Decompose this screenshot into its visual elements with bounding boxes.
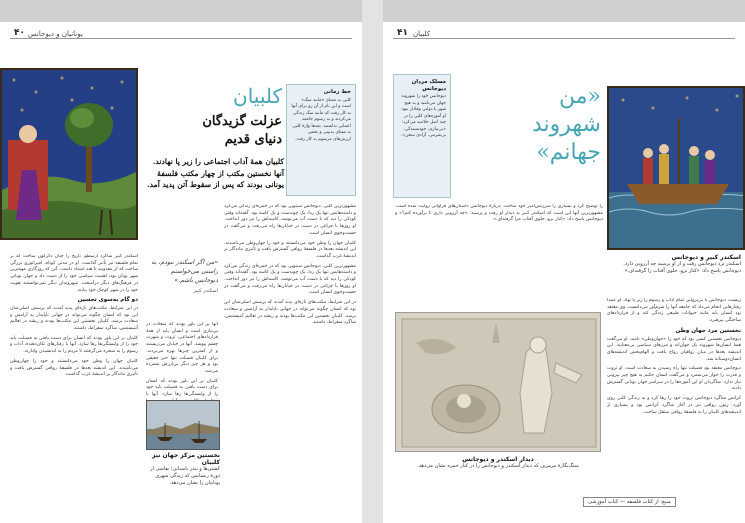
- page-title-line-2: شهروند: [531, 112, 601, 137]
- paragraph: اسکندر کبیر شاگرد ارسطو، تاریخ را چنان دگرگون ساخت که بر تمام فلسفه نیز تأثیر گذاشت. او در مدتی کوتاه، امپراتوری بزرگی ساخت که از مقدونیه تا هند امتداد داشت. آتن که روزگاری مهمترین شهر یونان بود، اهمیت سیاسی خود را از دست داد و جهان یونانی در فرهنگ‌های دیگر درآمیخت. شهروندان دیگر نمی‌توانستند هویت خود را در شهر کوچک خود بیابند.: [10, 254, 138, 293]
- miniature-art: [2, 70, 138, 240]
- sidebar-text: دیوجانس خود را شهروند جهان می‌نامید و به هیچ شهر یا دولتی وفادار نبود. او آموزه‌های کلبی را در چند اصل خلاصه می‌کرد: «بی‌نیازی، خودبسندگی، بی‌شرمی، آزادی سخن».: [400, 94, 446, 138]
- header-rule: [393, 38, 735, 39]
- text-column-left: [10, 254, 138, 508]
- paragraph: مشهورترین کلبی، دیوجانس سینوپی بود که در خمره‌ای زندگی می‌کرد و داشته‌هایش تنها یک ردا، یک چوبدست و یک کاسه بود. گفته‌اند وقتی کودکی را دید که با دست آب می‌نوشد، کاسه‌اش را نیز دور انداخت. او روزها با چراغی در دست در خیابان‌ها راه می‌رفت و می‌گفت در جست‌وجوی انسان است.: [224, 204, 356, 236]
- medieval-miniature: [0, 68, 138, 240]
- relief-caption: [395, 456, 601, 470]
- sidebar-title: مسلک مردان دیوجانس: [411, 79, 446, 92]
- page-number: ۴۰: [14, 28, 25, 38]
- paragraph: دیوجانس نخستین کسی بود که خود را «جهان‌وطن» نامید. او می‌گفت همهٔ انسان‌ها شهروند یک جهان‌اند و مرزهای سیاسی بی‌معنایند. این اندیشه بعدها در میان رواقیان رواج یافت و الهام‌بخش اندیشه‌های انسان‌دوستانه شد.: [607, 336, 741, 362]
- paragraph: کراتس شاگرد دیوجانس ثروت خود را رها کرد و به زندگی کلبی روی آورد. زنون رواقی نیز در آغاز شاگرد کراتس بود و بسیاری از اندیشه‌های کلبیان را به فلسفهٔ رواقی منتقل ساخت.: [607, 396, 741, 415]
- right-page: [383, 22, 745, 523]
- paragraph: کلبیان بر این باور بودند که انسان برای دست یافتن به فضیلت باید خود را از وابستگی‌ها رها سازد. آنها با: [146, 378, 218, 398]
- page-footer: منبع: از کتاب فلسفه — کتاب آموزشی: [583, 497, 676, 507]
- relief-art: [396, 313, 601, 452]
- text-column-right: [607, 298, 741, 494]
- paragraph: در این شرایط، مکتب‌های تازه‌ای پدید آمدند که پرسش اصلی‌شان این بود که انسان چگونه می‌تواند در جهانی ناپایدار به آرامش و سعادت برسد. کلبیان نخستین این مکتب‌ها بودند و ریشه در تعالیم آنتیستنس، شاگرد سقراط، داشتند.: [224, 300, 356, 326]
- intro-text: [395, 204, 603, 294]
- paragraph: دیوجانس معتقد بود فضیلت تنها راه رسیدن به سعادت است. او ثروت و قدرت را خوار می‌شمرد و می‌گفت انسان حکیم به هیچ چیز بیرونی نیاز ندارد. شاگردان او این آموزه‌ها را در سراسر جهان یونانی گسترش دادند.: [607, 366, 741, 392]
- page-title-line-3: جهانم»: [536, 140, 601, 165]
- paragraph: کلبیان جهان را وطن خود می‌دانستند و خود را جهان‌وطن می‌نامیدند. این اندیشه بعدها در فلسفهٔ رواقی گسترش یافت و تأثیری ماندگار بر اندیشهٔ غرب گذاشت.: [10, 358, 138, 378]
- lead-paragraph: کلبیان همهٔ آداب اجتماعی را زیر پا نهادند. آنها نخستین مکتب از چهار مکتب فلسفهٔ یونانی بودند که پس از سقوط آتن پدید آمد.: [147, 157, 284, 189]
- marble-relief: [395, 312, 601, 452]
- sidebar-box: [286, 84, 356, 196]
- text-column-right: [224, 204, 356, 508]
- painting-caption-text: کشتی‌ها و بندر باستانی؛ نقاشی از دورهٔ رنسانس که زندگی شهری یونانیان را نشان می‌دهد.: [150, 466, 220, 486]
- paragraph: در این شرایط، مکتب‌های تازه‌ای پدید آمدند که پرسش اصلی‌شان این بود که انسان چگونه می‌تواند در جهانی ناپایدار به آرامش و سعادت برسد. کلبیان نخستین این مکتب‌ها بودند و ریشه در تعالیم آنتیستنس، شاگرد سقراط، داشتند.: [10, 305, 138, 332]
- relief-caption-text: سنگ‌نگارهٔ مرمرین که دیدار اسکندر و دیوجانس را در کنار خمره نشان می‌دهد.: [417, 463, 579, 469]
- miniature-art: [609, 88, 745, 250]
- painting-caption: [146, 452, 220, 487]
- sidebar-box: [393, 74, 451, 198]
- section-heading: نخستین مرد جهان وطن: [675, 327, 741, 334]
- pull-quote: [146, 258, 218, 296]
- running-head: یونانیان و دیوجانس: [28, 30, 83, 38]
- paragraph: زیست، دیوجانس با بی‌پروایی تمام آداب و رسوم را زیر پا نهاد. او عمداً رفتارهایی انجام می‌داد که جامعه آنها را شرم‌آور می‌دانست. وی معتقد بود انسان باید مانند حیوانات طبیعی زندگی کند و از قراردادهای ساختگی بپرهیزد.: [607, 298, 741, 324]
- sidebar-text: کلبی به معنای «مانند سگ» است و این نام از آن رو برای آنها به کار رفت که مانند سگ زندگی می‌کردند و به رسوم جامعه اعتنایی نداشتند. بعدها واژهٔ کلبی به معنای بدبینی و تحقیر ارزش‌های مرسوم به کار رفت.: [291, 97, 351, 142]
- section-heading: دو گام به‌سوی تحسین: [77, 297, 138, 304]
- miniature-caption: [607, 254, 741, 275]
- harbor-painting: [146, 400, 220, 450]
- page-title: کلبیان: [233, 84, 282, 108]
- running-head: کلبیان: [413, 30, 431, 38]
- sidebar-title: خط زمانی: [323, 89, 351, 95]
- paragraph: را توضیح کرد و بسیاری را سرزنش‌آمیز خود ساخت. دربارهٔ دیوجانس داستان‌های فراوانی روایت شده است. مشهورترین آنها این است که اسکندر کبیر به دیدار او رفت و پرسید: «چه آرزویی داری تا برآورده کنم؟» و دیوجانس پاسخ داد: «کنار برو، جلوی آفتاب مرا گرفته‌ای.»: [395, 204, 603, 223]
- paragraph: آنها بر این باور بودند که سعادت در بی‌نیازی است و انسان باید از همهٔ قراردادهای اجتماعی، ثروت و شهرت چشم بپوشد. آنها در خیابان می‌زیستند و از کمترین چیزها بهره می‌بردند. برای کلبیان فضیلت تنها خیر حقیقی بود و هر چیز دیگر بی‌ارزش شمرده می‌شد.: [146, 322, 218, 374]
- subtitle-line-1: عزلت گزیدگان: [202, 114, 282, 129]
- miniature-caption-text: اسکندر نزد دیوجانس رفت و از او پرسید چه آرزویی دارد. دیوجانس پاسخ داد: «کنار برو، جلوی آفتاب را گرفته‌ای.»: [623, 261, 741, 274]
- medieval-miniature: [607, 86, 745, 250]
- book-gutter: [362, 0, 383, 523]
- page-number: ۴۱: [397, 28, 408, 38]
- paragraph: کلبیان جهان را وطن خود می‌دانستند و خود را جهان‌وطن می‌نامیدند. این اندیشه بعدها در فلسفهٔ رواقی گسترش یافت و تأثیری ماندگار بر اندیشهٔ غرب گذاشت.: [224, 240, 356, 259]
- page-title-line-1: «من: [559, 84, 601, 109]
- relief-caption-title: دیدار اسکندر و دیوجانس: [462, 456, 534, 463]
- miniature-caption-title: اسکندر کبیر و دیوجانس: [671, 254, 741, 261]
- subtitle-line-2: دنیای قدیم: [224, 132, 282, 147]
- header-rule: [10, 38, 352, 39]
- paragraph: کلبیان بر این باور بودند که انسان برای دست یافتن به فضیلت باید خود را از وابستگی‌ها رها سازد. آنها با رفتارهای تکان‌دهنده، آداب و رسوم را به سخره می‌گرفتند تا مردم را به اندیشیدن وادارند.: [10, 335, 138, 355]
- painting-art: [147, 401, 220, 450]
- quote-author: اسکندر کبیر: [193, 288, 218, 294]
- painting-caption-title: نخستین مرکز جهان نیز کلبیان: [151, 452, 220, 466]
- quote-text: «من اگر اسکندر نبودم، به راستی می‌خواستم دیوجانس باشم.»: [151, 259, 218, 284]
- paragraph: مشهورترین کلبی، دیوجانس سینوپی بود که در خمره‌ای زندگی می‌کرد و داشته‌هایش تنها یک ردا، یک چوبدست و یک کاسه بود. گفته‌اند وقتی کودکی را دید که با دست آب می‌نوشد، کاسه‌اش را نیز دور انداخت. او روزها با چراغی در دست در خیابان‌ها راه می‌رفت و می‌گفت در جست‌وجوی انسان است.: [224, 263, 356, 296]
- left-page: [0, 22, 362, 523]
